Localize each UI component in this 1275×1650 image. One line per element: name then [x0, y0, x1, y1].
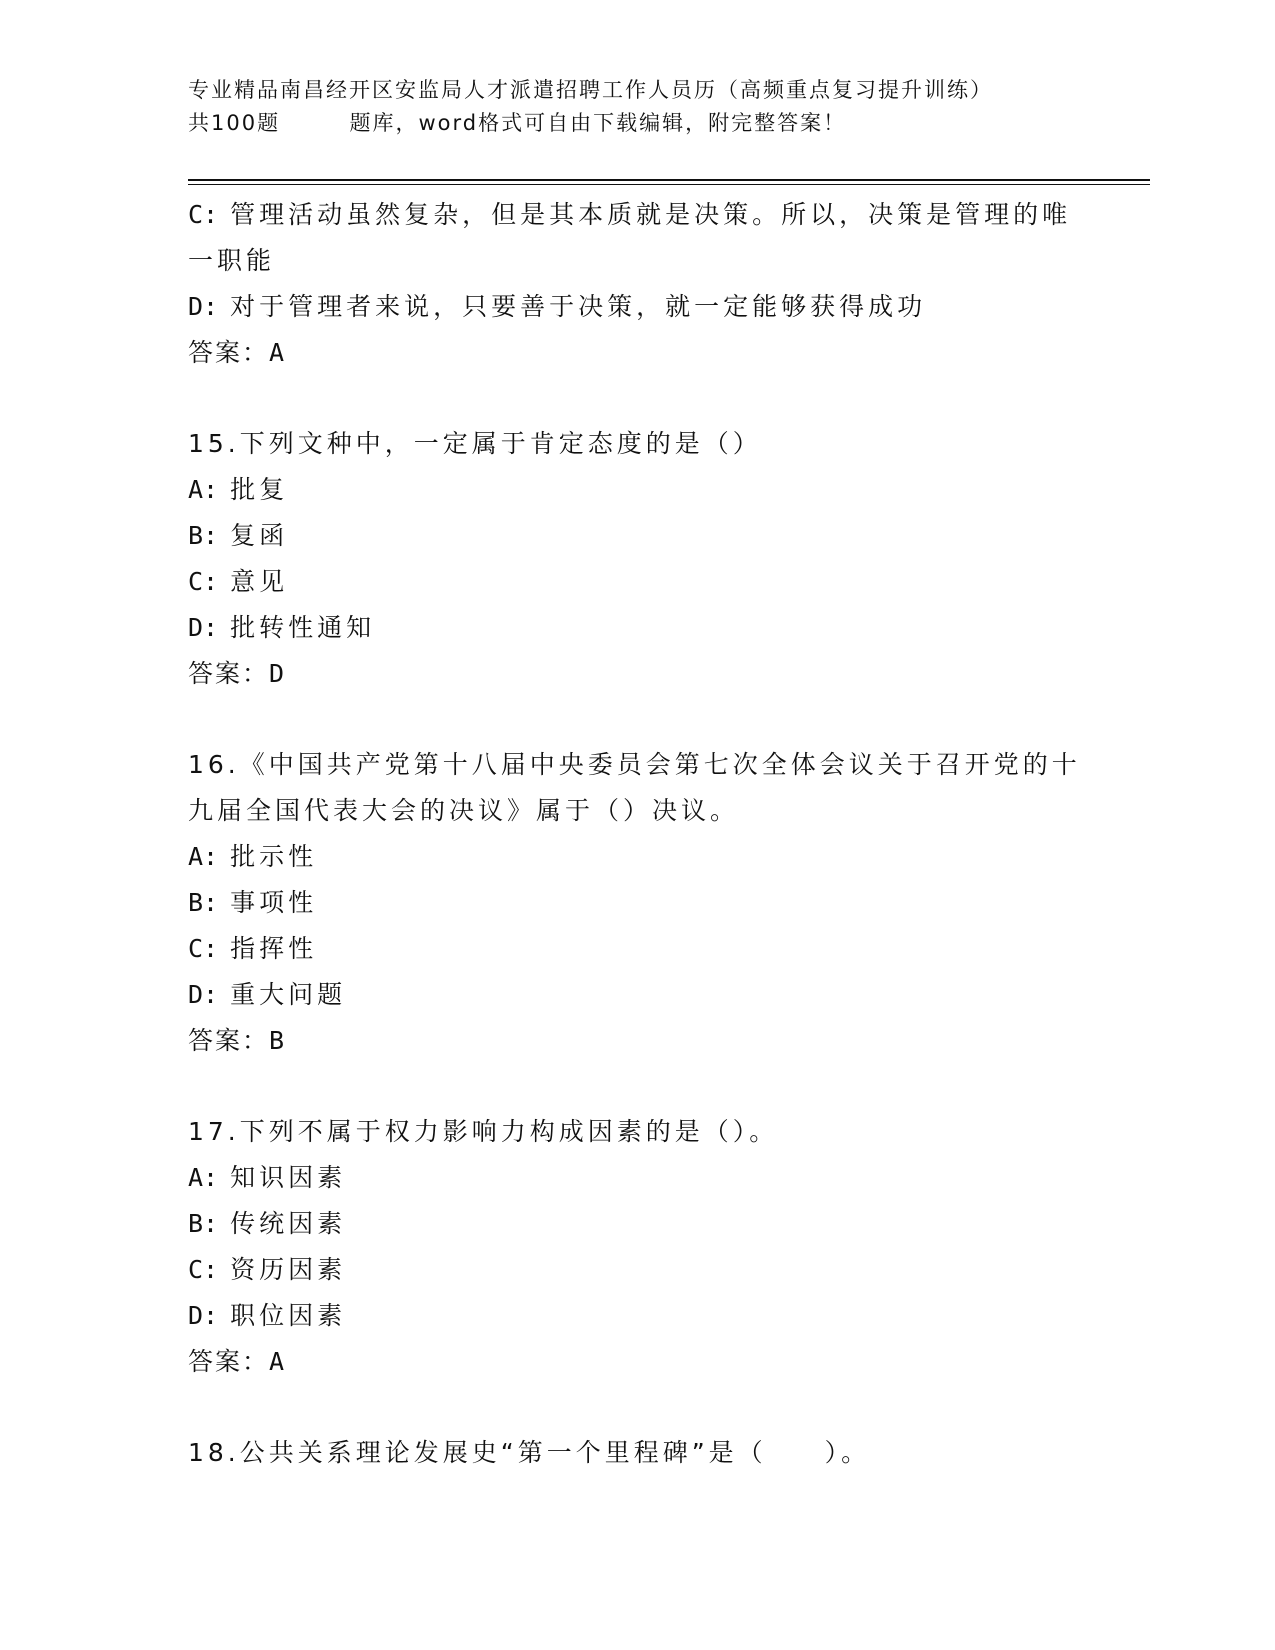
- option-d: [188, 605, 1088, 651]
- option-text: 批示性: [230, 842, 318, 871]
- question-count: 100: [211, 111, 258, 135]
- option-letter: C:: [188, 1255, 219, 1284]
- answer-label: 答案：: [188, 1026, 270, 1055]
- option-d: [188, 1293, 1088, 1339]
- document-header: [188, 74, 993, 140]
- option-a: [188, 1155, 1088, 1201]
- option-text: 重大问题: [230, 980, 347, 1009]
- option-d: [188, 972, 1088, 1018]
- option-text: 对于管理者来说，只要善于决策，就一定能够获得成功: [230, 292, 927, 321]
- answer-value: A: [269, 338, 286, 367]
- option-a: [188, 834, 1088, 880]
- option-text: 复函: [230, 521, 289, 550]
- question-content: [188, 192, 1088, 1476]
- option-letter: B:: [188, 888, 219, 917]
- option-text: 意见: [230, 567, 289, 596]
- option-text: 批复: [230, 475, 289, 504]
- option-c-continued: 一职能: [188, 246, 276, 275]
- answer-value: D: [269, 659, 286, 688]
- option-text: 传统因素: [230, 1209, 347, 1238]
- option-letter: D:: [188, 1301, 219, 1330]
- option-letter: C:: [188, 200, 219, 229]
- option-text: 管理活动虽然复杂，但是其本质就是决策。所以，决策是管理的唯: [230, 200, 1072, 229]
- document-subtitle: 题库，word格式可自由下载编辑，附完整答案！: [349, 111, 847, 135]
- option-letter: B:: [188, 1209, 219, 1238]
- answer-line: [188, 651, 1088, 697]
- option-text: 批转性通知: [230, 613, 376, 642]
- option-letter: B:: [188, 521, 219, 550]
- option-c: [188, 192, 1088, 238]
- option-letter: D:: [188, 292, 219, 321]
- option-c: [188, 1247, 1088, 1293]
- answer-label: 答案：: [188, 659, 270, 688]
- option-b: [188, 880, 1088, 926]
- option-letter: C:: [188, 567, 219, 596]
- option-text: 事项性: [230, 888, 318, 917]
- answer-value: B: [269, 1026, 286, 1055]
- option-letter: D:: [188, 613, 219, 642]
- option-text: 知识因素: [230, 1163, 347, 1192]
- option-b: [188, 513, 1088, 559]
- question-count-suffix: 题: [257, 111, 281, 135]
- answer-line: [188, 330, 1088, 376]
- question-stem: 17.下列不属于权力影响力构成因素的是（）。: [188, 1117, 779, 1146]
- question-count-prefix: 共: [188, 111, 211, 135]
- question-stem: 16.《中国共产党第十八届中央委员会第七次全体会议关于召开党的十: [188, 750, 1081, 779]
- document-title: 专业精品南昌经开区安监局人才派遣招聘工作人员历（高频重点复习提升训练）: [188, 78, 993, 102]
- document-subtitle-line: [188, 107, 993, 140]
- option-letter: A:: [188, 475, 219, 504]
- header-divider-thick: [188, 179, 1150, 181]
- option-letter: C:: [188, 934, 219, 963]
- answer-label: 答案：: [188, 338, 270, 367]
- answer-value: A: [269, 1347, 286, 1376]
- answer-label: 答案：: [188, 1347, 270, 1376]
- option-text: 职位因素: [230, 1301, 347, 1330]
- option-c: [188, 559, 1088, 605]
- question-stem: 18.公共关系理论发展史“第一个里程碑”是（ ）。: [188, 1438, 871, 1467]
- option-c: [188, 926, 1088, 972]
- option-b: [188, 1201, 1088, 1247]
- option-d: [188, 284, 1088, 330]
- answer-line: [188, 1339, 1088, 1385]
- option-text: 资历因素: [230, 1255, 347, 1284]
- option-letter: A:: [188, 842, 219, 871]
- option-letter: D:: [188, 980, 219, 1009]
- header-divider-thin: [188, 184, 1150, 185]
- question-stem-continued: 九届全国代表大会的决议》属于（）决议。: [188, 796, 740, 825]
- answer-line: [188, 1018, 1088, 1064]
- option-text: 指挥性: [230, 934, 318, 963]
- question-stem: 15.下列文种中，一定属于肯定态度的是（）: [188, 429, 762, 458]
- option-a: [188, 467, 1088, 513]
- option-letter: A:: [188, 1163, 219, 1192]
